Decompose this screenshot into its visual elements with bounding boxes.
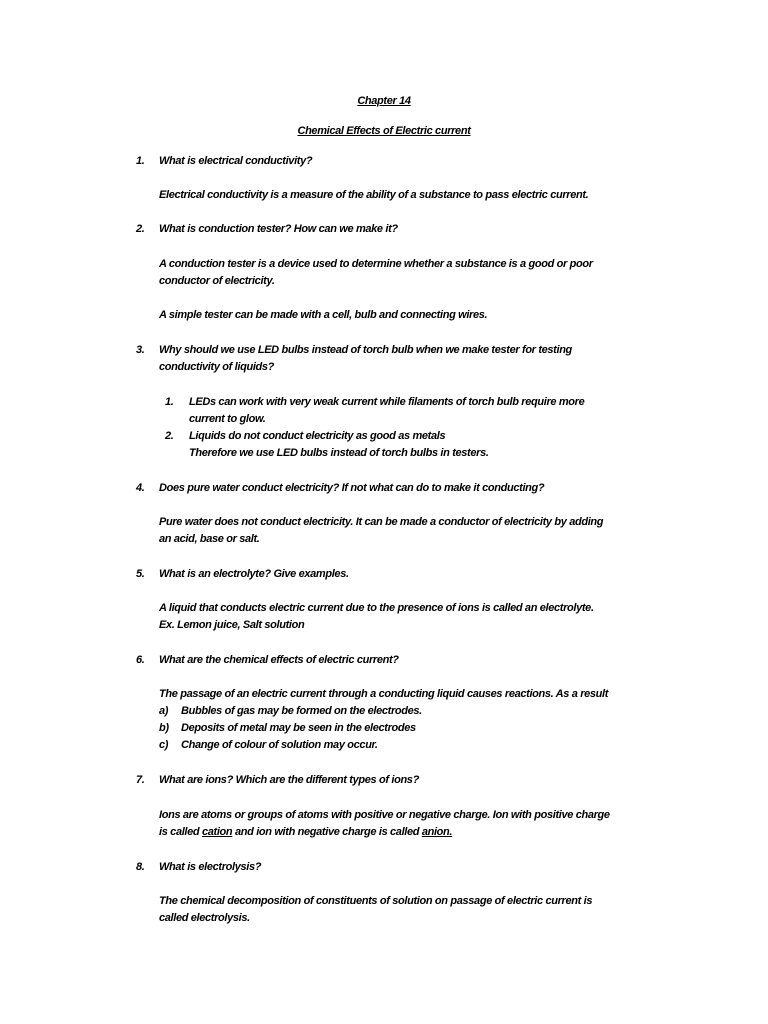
answer-7-line-1: Ions are atoms or groups of atoms with positive or negative charge. Ion with positive charge xyxy=(159,809,610,821)
cation-term: cation xyxy=(201,826,233,838)
answer-6-line-1: The passage of an electric current through a conducting liquid causes reactions. As a result xyxy=(159,688,609,700)
question-4-number: 4. xyxy=(136,482,145,494)
question-4: Does pure water conduct electricity? If not what can do to make it conducting? xyxy=(159,482,545,494)
question-1: What is electrical conductivity? xyxy=(159,155,313,167)
chapter-title: Chemical Effects of Electric current xyxy=(297,125,471,137)
question-7: What are ions? Which are the different types of ions? xyxy=(159,774,419,786)
question-6-number: 6. xyxy=(136,654,145,666)
question-3-number: 3. xyxy=(136,344,145,356)
question-8: What is electrolysis? xyxy=(159,861,262,873)
question-5: What is an electrolyte? Give examples. xyxy=(159,568,349,580)
question-8-number: 8. xyxy=(136,861,145,873)
question-1-number: 1. xyxy=(136,155,145,167)
answer-3-item-2-line-1: Liquids do not conduct electricity as good as metals xyxy=(189,430,446,442)
answer-6-item-b-label: b) xyxy=(159,722,169,734)
answer-7-line-2 xyxy=(159,826,452,839)
answer-6-item-c: Change of colour of solution may occur. xyxy=(181,739,378,751)
answer-3-item-2-number: 2. xyxy=(165,430,174,442)
question-3-line-1: Why should we use LED bulbs instead of torch bulb when we make tester for testing xyxy=(159,344,572,356)
question-5-number: 5. xyxy=(136,568,145,580)
answer-1-line-1: Electrical conductivity is a measure of the ability of a substance to pass electric current. xyxy=(159,189,589,201)
answer-7-text-mid: and ion with negative charge is called xyxy=(232,826,422,838)
answer-4-line-1: Pure water does not conduct electricity. It can be made a conductor of electricity by adding xyxy=(159,516,604,528)
answer-5-line-1: A liquid that conducts electric current due to the presence of ions is called an electrolyte. xyxy=(159,602,594,614)
answer-7-text-pre: is called xyxy=(159,826,202,838)
chapter-heading: Chapter 14 xyxy=(357,95,411,107)
answer-5-line-2: Ex. Lemon juice, Salt solution xyxy=(159,619,305,631)
question-2: What is conduction tester? How can we make it? xyxy=(159,223,398,235)
answer-6-item-b: Deposits of metal may be seen in the electrodes xyxy=(181,722,416,734)
answer-6-item-a: Bubbles of gas may be formed on the electrodes. xyxy=(181,705,422,717)
question-7-number: 7. xyxy=(136,774,145,786)
answer-2-line-2: conductor of electricity. xyxy=(159,275,275,287)
answer-3-item-1-number: 1. xyxy=(165,396,174,408)
answer-8-line-1: The chemical decomposition of constituents of solution on passage of electric current is xyxy=(159,895,593,907)
answer-6-item-c-label: c) xyxy=(159,739,169,751)
answer-2-line-3: A simple tester can be made with a cell, bulb and connecting wires. xyxy=(159,309,488,321)
anion-term: anion. xyxy=(421,826,453,838)
answer-3-item-1-line-2: current to glow. xyxy=(189,413,266,425)
question-3-line-2: conductivity of liquids? xyxy=(159,361,275,373)
answer-4-line-2: an acid, base or salt. xyxy=(159,533,260,545)
answer-3-item-1-line-1: LEDs can work with very weak current while filaments of torch bulb require more xyxy=(189,396,585,408)
answer-2-line-1: A conduction tester is a device used to determine whether a substance is a good or poor xyxy=(159,258,593,270)
question-6: What are the chemical effects of electric current? xyxy=(159,654,399,666)
question-2-number: 2. xyxy=(136,223,145,235)
answer-6-item-a-label: a) xyxy=(159,705,169,717)
answer-8-line-2: called electrolysis. xyxy=(159,912,250,924)
answer-3-item-2-line-2: Therefore we use LED bulbs instead of torch bulbs in testers. xyxy=(189,447,489,459)
